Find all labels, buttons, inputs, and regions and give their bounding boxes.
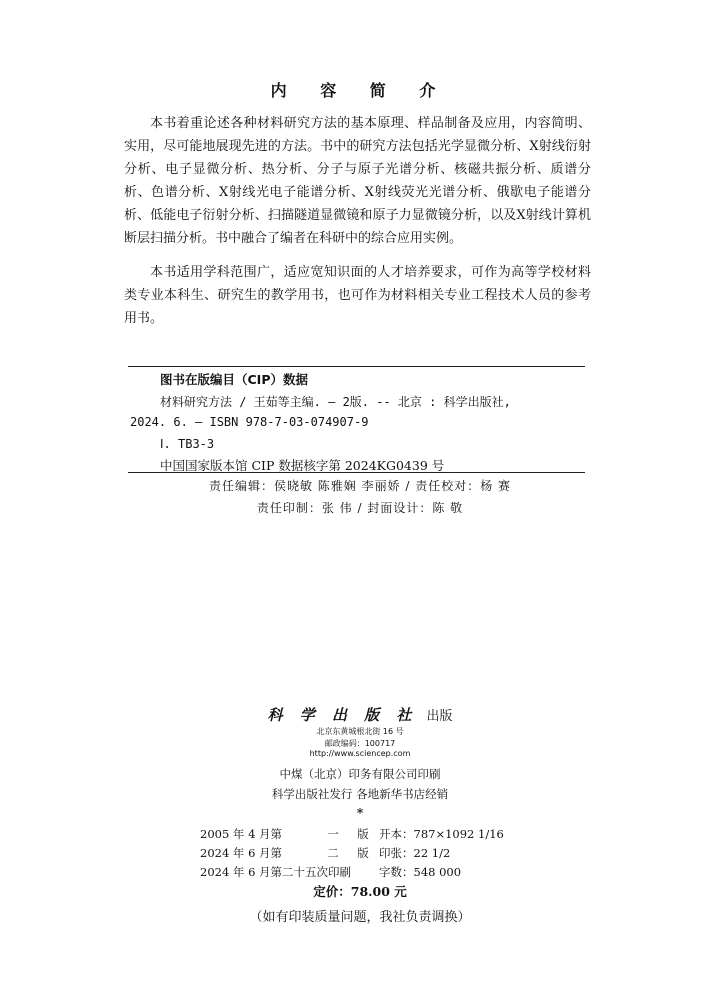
separator-star: *	[356, 806, 364, 820]
page-title: 内 容 简 介	[270, 81, 450, 100]
distribution-line: 科学出版社发行 各地新华书店经销	[271, 787, 449, 801]
cip-top-divider	[128, 366, 585, 367]
price: 定价：78.00 元	[313, 884, 407, 899]
edition-date: 2024 年 6 月第	[200, 846, 283, 860]
publisher-name: 科 学 出 版 社	[267, 706, 418, 724]
edition-date: 2005 年 4 月第	[200, 827, 283, 841]
edition-spec: 印张：22 1/2	[379, 846, 451, 860]
publisher-postcode: 邮政编码：100717	[324, 739, 396, 748]
edition-label: 版	[357, 846, 369, 860]
intro-paragraph-1: 本书着重论述各种材料研究方法的基本原理、样品制备及应用，内容简明、实用，尽可能地展现先进的方法。书中的研究方法包括光学显微分析、X射线衍射分析、电子显微分析、热分析、分子与原子光谱分析、核磁共振分析、质谱分析、色谱分析、X射线光电子能谱分析、X射线荧光光谱分析、俄歇电子能谱分析、低能电子衍射分析、扫描隧道显微镜和原子力显微镜分析，以及X射线计算机断层扫描分析。书中融合了编者在科研中的综合应用实例。	[124, 116, 591, 246]
cip-line-3: Ⅰ. TB3-3	[160, 437, 215, 451]
edition-spec: 开本：787×1092 1/16	[379, 827, 504, 841]
cip-bottom-divider	[128, 472, 585, 473]
editors-line-1: 责任编辑：侯晓敏 陈雅娴 李丽娇 / 责任校对：杨 赛	[208, 479, 512, 493]
editors-line-2: 责任印制：张 伟 / 封面设计：陈 敬	[256, 501, 464, 515]
edition-number: 一	[327, 827, 339, 841]
publisher-url: http://www.sciencep.com	[309, 749, 411, 758]
printer-line: 中煤（北京）印务有限公司印刷	[279, 767, 441, 781]
edition-row-1	[200, 826, 504, 842]
publisher-block	[0, 704, 720, 725]
edition-row-2	[200, 845, 450, 861]
publisher-address: 北京东黄城根北街 16 号	[316, 727, 404, 736]
edition-row-3	[200, 864, 461, 880]
cip-line-2: 2024. 6. — ISBN 978-7-03-074907-9	[130, 415, 369, 429]
edition-spec: 字数：548 000	[379, 865, 462, 879]
cip-line-4: 中国国家版本馆 CIP 数据核字第 2024KG0439 号	[160, 458, 445, 473]
edition-number: 二	[327, 846, 339, 860]
edition-label: 版	[357, 827, 369, 841]
edition-date: 2024 年 6 月第二十五次印刷	[200, 865, 352, 879]
cip-line-1: 材料研究方法 / 王茹等主编. — 2版. -- 北京 : 科学出版社,	[160, 395, 511, 409]
intro-paragraph-2: 本书适用学科范围广，适应宽知识面的人才培养要求，可作为高等学校材料类专业本科生、研究生的教学用书，也可作为材料相关专业工程技术人员的参考用书。	[124, 265, 591, 326]
publisher-suffix: 出版	[426, 709, 453, 724]
quality-notice: （如有印装质量问题，我社负责调换）	[249, 910, 471, 925]
cip-heading: 图书在版编目（CIP）数据	[160, 372, 308, 387]
